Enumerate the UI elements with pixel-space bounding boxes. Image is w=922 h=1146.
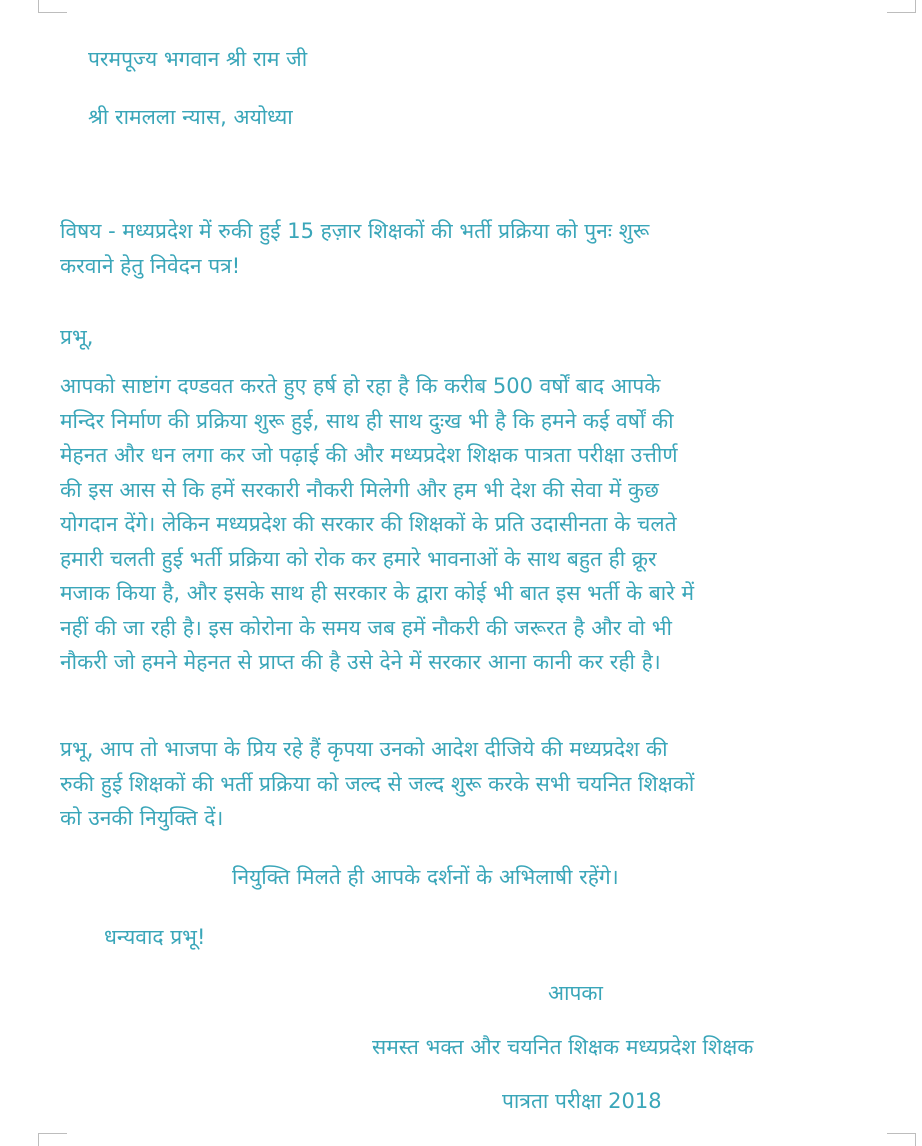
thanks-line: धन्यवाद प्रभू! (104, 925, 206, 949)
subject (60, 214, 910, 283)
request-line: रुकी हुई शिक्षकों की भर्ती प्रक्रिया को जल्द से जल्द शुरू करके सभी चयनित शिक्षकों (60, 771, 695, 796)
subject-line: करवाने हेतु निवेदन पत्र! (60, 253, 241, 278)
body-line: मेहनत और धन लगा कर जो पढ़ाई की और मध्यप्रदेश शिक्षक पात्रता परीक्षा उत्तीर्ण (60, 443, 678, 467)
body-line: हमारी चलती हुई भर्ती प्रक्रिया को रोक कर हमारे भावनाओं के साथ बहुत ही क्रूर (60, 546, 657, 571)
salutation: प्रभू, (60, 325, 94, 349)
crop-mark-bottom-right (887, 1133, 916, 1146)
addressee-organization: श्री रामलला न्यास, अयोध्या (88, 105, 293, 129)
body-paragraph (60, 369, 910, 680)
crop-mark-top-right (887, 0, 916, 13)
crop-mark-bottom-left (38, 1133, 67, 1146)
subject-line: विषय - मध्यप्रदेश में रुकी हुई 15 हज़ार शिक्षकों की भर्ती प्रक्रिया को पुनः शुरू (60, 219, 650, 243)
body-line: नहीं की जा रही है। इस कोरोना के समय जब हमें नौकरी की जरूरत है और वो भी (60, 615, 672, 640)
body-line: मन्दिर निर्माण की प्रक्रिया शुरू हुई, साथ ही साथ दुःख भी है कि हमने कई वर्षों की (60, 408, 674, 433)
body-line: नौकरी जो हमने मेहनत से प्राप्त की है उसे देने में सरकार आना कानी कर रही है। (60, 650, 661, 674)
body-line: की इस आस से कि हमें सरकारी नौकरी मिलेगी और हम भी देश की सेवा में कुछ (60, 477, 659, 502)
request-line: को उनकी नियुक्ति दें। (60, 806, 224, 830)
sender-line: पात्रता परीक्षा 2018 (502, 1089, 662, 1113)
closing: आपका (548, 981, 603, 1005)
crop-mark-top-left (38, 0, 67, 13)
sender-line: समस्त भक्त और चयनित शिक्षक मध्यप्रदेश शिक्षक (372, 1035, 754, 1059)
wish-line: नियुक्ति मिलते ही आपके दर्शनों के अभिलाषी रहेंगे। (232, 865, 619, 889)
body-line: आपको साष्टांग दण्डवत करते हुए हर्ष हो रहा है कि करीब 500 वर्षों बाद आपके (60, 374, 661, 398)
request-paragraph (60, 732, 910, 836)
body-line: योगदान देंगे। लेकिन मध्यप्रदेश की सरकार की शिक्षकों के प्रति उदासीनता के चलते (60, 512, 677, 536)
request-line: प्रभू, आप तो भाजपा के प्रिय रहे हैं कृपया उनको आदेश दीजिये की मध्यप्रदेश की (60, 737, 668, 761)
addressee-name: परमपूज्य भगवान श्री राम जी (88, 47, 308, 71)
body-line: मजाक किया है, और इसके साथ ही सरकार के द्वारा कोई भी बात इस भर्ती के बारे में (60, 581, 695, 605)
